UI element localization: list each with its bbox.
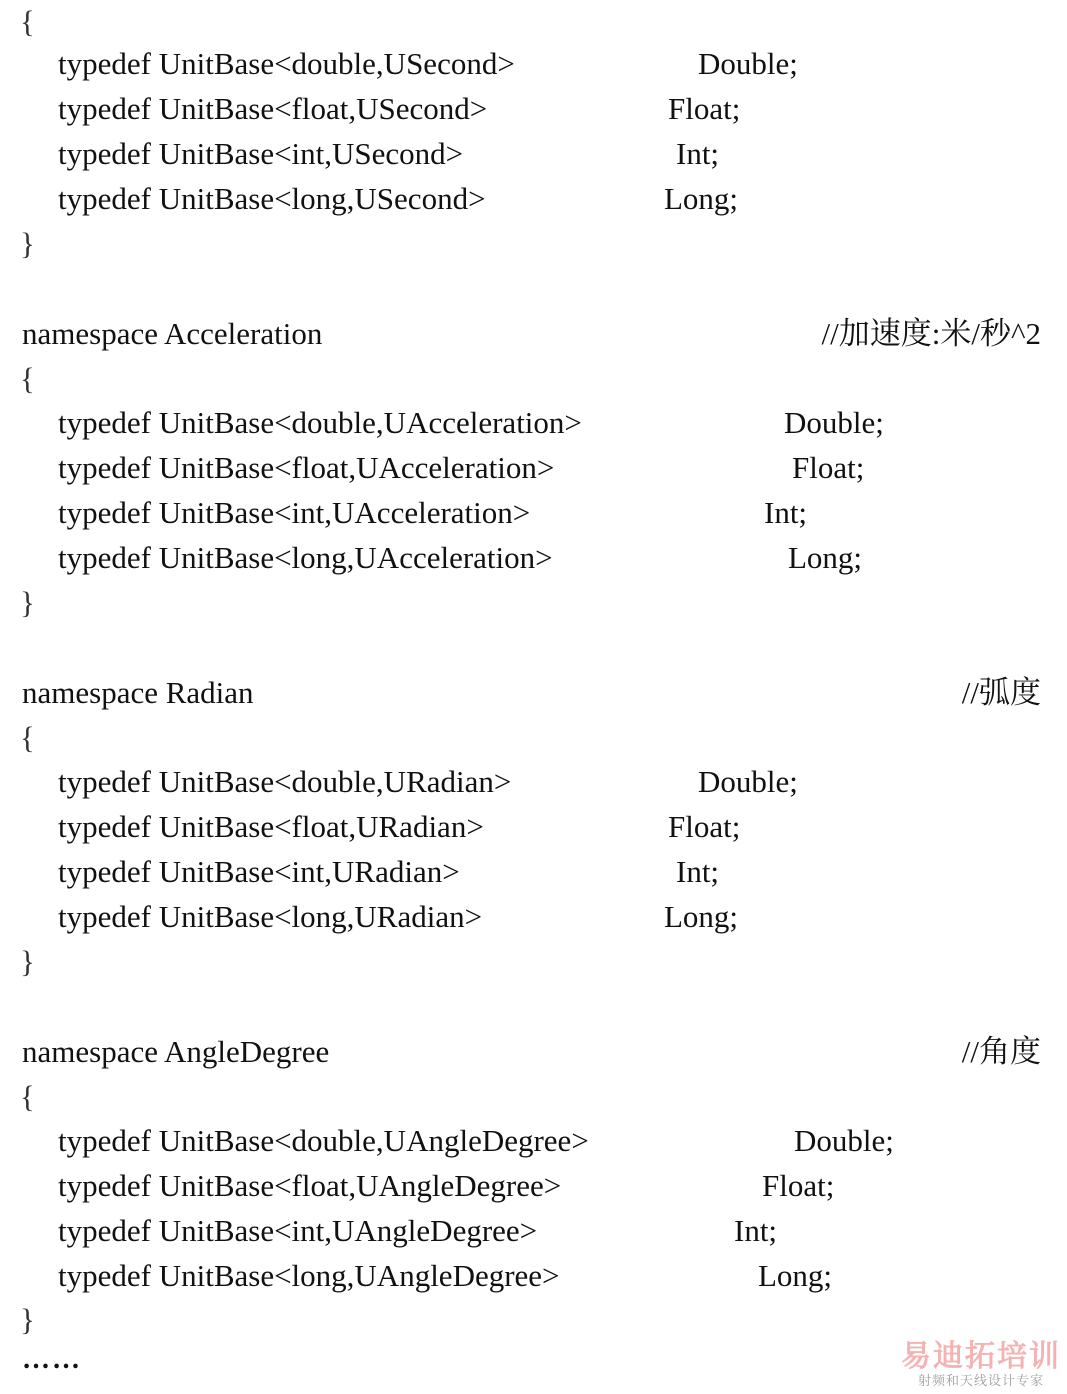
namespace-header: namespace Acceleration [22,316,323,351]
typedef-line [58,1254,833,1298]
type-alias-name: Double; [794,1123,894,1158]
typedef-line [58,87,741,131]
typedef-code: typedef UnitBase<int,USecond> [58,136,464,171]
open-brace: { [20,4,35,39]
typedef-code: typedef UnitBase<long,USecond> [58,181,486,216]
type-alias-name: Long; [758,1258,833,1293]
typedef-code: typedef UnitBase<float,URadian> [58,809,484,844]
typedef-code: typedef UnitBase<float,USecond> [58,91,488,126]
typedef-line [58,805,741,849]
typedef-line [58,760,798,804]
typedef-code: typedef UnitBase<int,UAcceleration> [58,495,531,530]
type-alias-name: Double; [784,405,884,440]
watermark-logo [901,1340,1061,1390]
typedef-line [58,491,808,535]
open-brace: { [20,720,35,755]
typedef-code: typedef UnitBase<long,URadian> [58,899,483,934]
type-alias-name: Long; [664,899,739,934]
type-alias-name: Float; [668,809,741,844]
close-brace: } [20,1302,35,1337]
type-alias-name: Int; [734,1213,778,1248]
watermark-subtitle: 射频和天线设计专家 [917,1374,1044,1389]
type-alias-name: Long; [664,181,739,216]
typedef-code: typedef UnitBase<float,UAcceleration> [58,450,555,485]
type-alias-name: Double; [698,46,798,81]
open-brace: { [20,361,35,396]
typedef-line [58,42,798,86]
namespace-header: namespace AngleDegree [22,1034,330,1069]
type-alias-name: Long; [788,540,863,575]
continuation-ellipsis: …… [22,1344,82,1375]
type-alias-name: Int; [676,136,720,171]
close-brace: } [20,226,35,261]
typedef-line [58,401,884,445]
typedef-code: typedef UnitBase<long,UAcceleration> [58,540,553,575]
type-alias-name: Float; [792,450,865,485]
typedef-line [58,177,739,221]
typedef-code: typedef UnitBase<long,UAngleDegree> [58,1258,560,1293]
typedef-line [58,536,863,580]
typedef-code: typedef UnitBase<double,USecond> [58,46,515,81]
typedef-line [58,132,720,176]
close-brace: } [20,585,35,620]
type-alias-name: Float; [668,91,741,126]
namespace-comment: //弧度 [961,675,1041,710]
typedef-code: typedef UnitBase<double,URadian> [58,764,512,799]
typedef-code: typedef UnitBase<float,UAngleDegree> [58,1168,562,1203]
typedef-line [58,895,739,939]
open-brace: { [20,1079,35,1114]
type-alias-name: Int; [764,495,808,530]
namespace-comment: //加速度:米/秒^2 [821,316,1041,351]
typedef-line [58,446,865,490]
type-alias-name: Float; [762,1168,835,1203]
typedef-code: typedef UnitBase<int,URadian> [58,854,460,889]
typedef-line [58,1209,778,1253]
type-alias-name: Int; [676,854,720,889]
watermark-title: 易迪拓培训 [901,1339,1061,1374]
typedef-line [58,850,720,894]
type-alias-name: Double; [698,764,798,799]
close-brace: } [20,944,35,979]
typedef-code: typedef UnitBase<int,UAngleDegree> [58,1213,538,1248]
typedef-line [58,1164,835,1208]
namespace-header: namespace Radian [22,675,254,710]
typedef-code: typedef UnitBase<double,UAngleDegree> [58,1123,589,1158]
typedef-code: typedef UnitBase<double,UAcceleration> [58,405,582,440]
namespace-comment: //角度 [961,1034,1041,1069]
typedef-line [58,1119,894,1163]
